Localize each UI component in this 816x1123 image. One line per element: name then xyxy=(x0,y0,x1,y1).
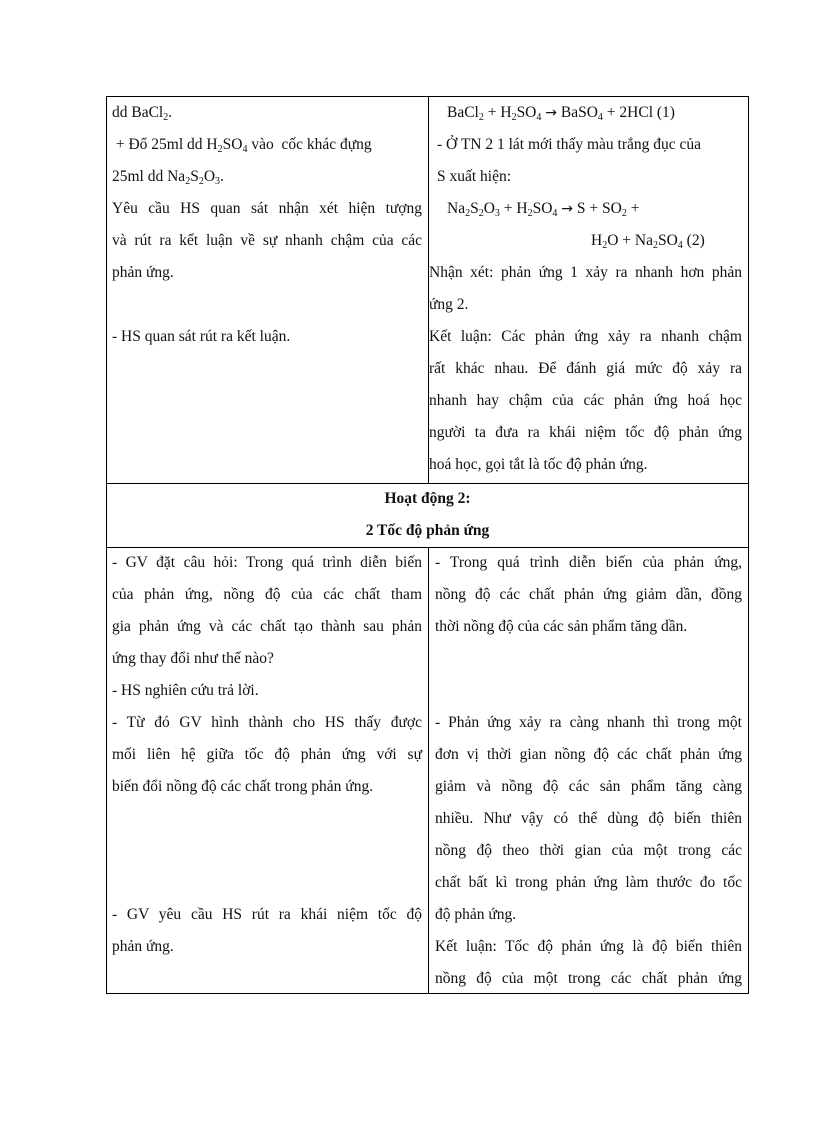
blank-line xyxy=(435,675,742,707)
text-line: độ phản ứng. xyxy=(435,906,517,923)
text-line: - Phản ứng xảy ra càng nhanh thì trong một xyxy=(435,714,742,731)
text-line: S xuất hiện: xyxy=(437,168,512,185)
equation-1: BaCl$_2$ + $H_2SO_4$ → BaSO$_4$ + 2HCl (1) xyxy=(447,104,675,123)
text-line: Yêu cầu HS quan sát nhận xét hiện tượng xyxy=(112,200,422,217)
row3-right-cell xyxy=(435,547,742,995)
lesson-table xyxy=(106,96,749,994)
section-header xyxy=(107,483,748,547)
reaction-arrow-icon: → xyxy=(545,105,557,121)
text-line: chất bất kì trong phản ứng làm thước đo tốc xyxy=(435,874,742,891)
text-line: phản ứng. xyxy=(112,264,174,281)
row1-left-cell xyxy=(112,97,422,353)
text-line: mối liên hệ giữa tốc độ phản ứng với sự xyxy=(112,746,422,763)
text-line: gia phản ứng và các chất tạo thành sau phản xyxy=(112,618,422,635)
equation-2: $Na_2S_2O_3 + H_2SO_4 \to S + SO_2$ + xyxy=(447,200,640,219)
text-line: nồng độ các chất phản ứng giảm dần, đồng xyxy=(435,586,742,603)
text-line: giảm và nồng độ các sản phẩm tăng càng xyxy=(435,778,742,795)
blank-line xyxy=(435,643,742,675)
equation-2-continued: $H_2O + Na_2SO_4$ (2) xyxy=(591,232,705,251)
text-line: thời nồng độ của các sản phẩm tăng dần. xyxy=(435,618,688,635)
text-line: - GV đặt câu hỏi: Trong quá trình diễn biến xyxy=(112,554,422,571)
text-line: Kết luận: Tốc độ phản ứng là độ biến thiên xyxy=(435,938,742,955)
text-line: + Đổ 25ml dd $H_2SO_4$ vào cốc khác đựng xyxy=(112,136,372,155)
text-line: người ta đưa ra khái niệm tốc độ phản ứng xyxy=(429,424,742,441)
text-line: Nhận xét: phản ứng 1 xảy ra nhanh hơn phản xyxy=(429,264,742,281)
text-line: hoá học, gọi tắt là tốc độ phản ứng. xyxy=(429,456,648,473)
text-line: ứng thay đổi như thế nào? xyxy=(112,650,274,667)
text-line: phản ứng. xyxy=(112,938,174,955)
text-line: của phản ứng, nồng độ của các chất tham xyxy=(112,586,422,603)
blank-line xyxy=(112,835,422,867)
row3-left-cell xyxy=(112,547,422,963)
text-line: nồng độ theo thời gian của một trong các xyxy=(435,842,742,859)
text-line: 25ml dd $Na_2S_2O_3$. xyxy=(112,168,224,187)
text-line: - Ở TN 2 1 lát mới thấy màu trắng đục của xyxy=(437,136,702,153)
text-line: đơn vị thời gian nồng độ các chất phản ứng xyxy=(435,746,742,763)
text-line: - Trong quá trình diễn biến của phản ứng, xyxy=(435,554,742,571)
text-line: dd BaCl$_2$. xyxy=(112,104,173,123)
reaction-arrow-icon: → xyxy=(561,201,574,217)
section-subtitle: 2 Tốc độ phản ứng xyxy=(365,522,490,539)
text-line: nồng độ của một trong các chất phản ứng xyxy=(435,970,742,987)
column-divider-bottom xyxy=(428,547,429,993)
text-line: Kết luận: Các phản ứng xảy ra nhanh chậm xyxy=(429,328,742,345)
section-title: Hoạt động 2: xyxy=(384,490,471,507)
blank-line xyxy=(112,289,422,321)
text-line: - HS quan sát rút ra kết luận. xyxy=(112,328,291,345)
text-line: nhiều. Như vậy có thể dùng độ biến thiên xyxy=(435,810,742,827)
text-line: biến đổi nồng độ các chất trong phản ứng. xyxy=(112,778,374,795)
text-line: rất khác nhau. Để đánh giá mức độ xảy ra xyxy=(429,360,742,377)
text-line: - GV yêu cầu HS rút ra khái niệm tốc độ xyxy=(112,906,422,923)
text-line: và rút ra kết luận về sự nhanh chậm của các xyxy=(112,232,422,249)
row1-right-cell xyxy=(429,97,742,481)
text-line: nhanh hay chậm của các phản ứng hoá học xyxy=(429,392,742,409)
text-line: - Từ đó GV hình thành cho HS thấy được xyxy=(112,714,422,731)
blank-line xyxy=(112,867,422,899)
text-line: - HS nghiên cứu trả lời. xyxy=(112,682,259,699)
text-line: ứng 2. xyxy=(429,296,469,313)
blank-line xyxy=(112,803,422,835)
